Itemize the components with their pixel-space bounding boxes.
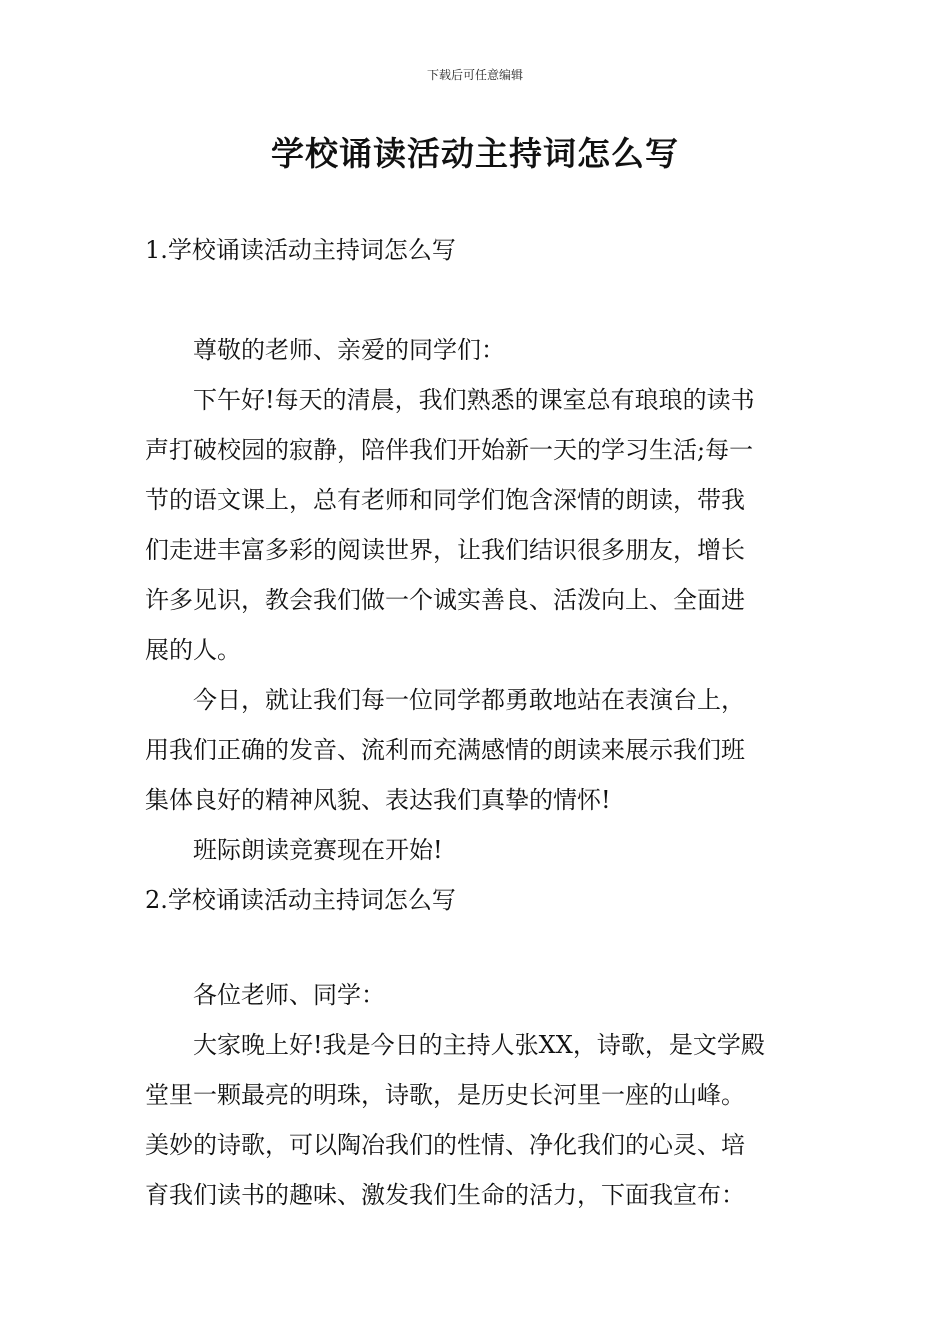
section1-para1-line: 声打破校园的寂静，陪伴我们开始新一天的学习生活;每一 — [145, 436, 754, 464]
section2-para1-line: 美妙的诗歌，可以陶冶我们的性情、净化我们的心灵、培 — [145, 1131, 745, 1159]
section2-para1-line: 育我们读书的趣味、激发我们生命的活力，下面我宣布： — [145, 1181, 745, 1209]
section1-para1-line: 许多见识，教会我们做一个诚实善良、活泼向上、全面进 — [145, 586, 745, 614]
section2-para1-line: 大家晚上好!我是今日的主持人张XX，诗歌，是文学殿 — [193, 1031, 765, 1059]
section2-greeting: 各位老师、同学： — [193, 981, 385, 1009]
section1-para2-line: 用我们正确的发音、流利而充满感情的朗读来展示我们班 — [145, 736, 745, 764]
section1 — [145, 225, 810, 275]
section1-para1-line: 节的语文课上，总有老师和同学们饱含深情的朗读，带我 — [145, 486, 745, 514]
section2-body — [145, 970, 810, 1220]
section1-para1-line: 下午好!每天的清晨，我们熟悉的课室总有琅琅的读书 — [193, 386, 755, 414]
section1-para1-line: 展的人。 — [145, 636, 241, 664]
header-note: 下载后可任意编辑 — [426, 68, 523, 82]
section1-para2-line: 今日，就让我们每一位同学都勇敢地站在表演台上， — [193, 686, 745, 714]
section1-closing: 班际朗读竞赛现在开始! — [193, 836, 443, 864]
section2-para1-line: 堂里一颗最亮的明珠，诗歌，是历史长河里一座的山峰。 — [145, 1081, 745, 1109]
section1-body — [145, 325, 810, 925]
section1-greeting: 尊敬的老师、亲爱的同学们： — [193, 336, 505, 364]
document-title: 学校诵读活动主持词怎么写 — [271, 134, 679, 173]
section2-heading: 2.学校诵读活动主持词怎么写 — [145, 886, 456, 914]
section1-para1-line: 们走进丰富多彩的阅读世界，让我们结识很多朋友，增长 — [145, 536, 745, 564]
section1-heading: 1.学校诵读活动主持词怎么写 — [145, 236, 456, 264]
section1-para2-line: 集体良好的精神风貌、表达我们真挚的情怀! — [145, 786, 611, 814]
